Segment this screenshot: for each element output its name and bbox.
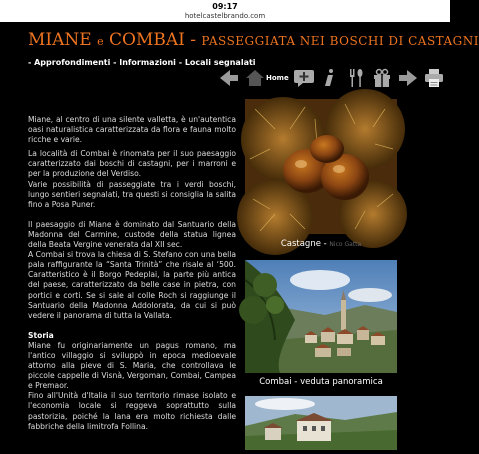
nav-link-informazioni[interactable]: Informazioni	[119, 58, 176, 67]
page	[0, 22, 479, 450]
photo-watermark: Nico Gatta	[329, 241, 362, 248]
status-time: 09:17	[212, 2, 238, 11]
combai-panorama-photo	[245, 260, 397, 373]
page-subtitle: PASSEGGIATA NEI BOSCHI DI CASTAGNI	[201, 34, 479, 48]
paragraph: Miane, al centro di una silente valletta, è un'autentica oasi naturalistica caratterizzata da flora e fauna molto ricche e varie.	[28, 115, 236, 145]
paragraph: Varie possibilità di passeggiate tra i verdi boschi, lungo sentieri segnalati, tra questi si consiglia la salita fino a Posa Puner.	[28, 179, 236, 209]
info-icon[interactable]	[319, 67, 341, 89]
browser-status-bar	[0, 0, 450, 22]
page-title	[28, 30, 479, 50]
paragraph: Fino all'Unità d'Italia il suo territorio rimase isolato e l'economia locale si reggeva soprattutto sulla pastorizia, poiché la lana era molto richiesta dalle fabbriche della limitrofa Follina.	[28, 391, 236, 431]
title-miane: MIANE	[28, 30, 92, 50]
hillside-villa-photo	[245, 396, 397, 450]
paragraph: Il paesaggio di Miane è dominato dal Santuario della Madonna del Carmine, custode della statua lignea della Beata Vergine venerata dal XII sec.	[28, 219, 236, 250]
photo-caption	[245, 239, 397, 249]
title-connector: e	[97, 35, 104, 48]
comment-icon[interactable]	[293, 67, 315, 89]
home-icon[interactable]	[244, 67, 266, 89]
nav-link-approfondimenti[interactable]: Approfondimenti	[34, 58, 111, 67]
paragraph: Miane fu originariamente un pagus romano, ma l'antico villaggio si sviluppò in epoca medioevale attorno alla pieve di S. Maria, che controllava le piccole cappelle di Visnà, Vergoman, Combai, Campea e Premaor.	[28, 340, 236, 391]
forward-arrow-icon[interactable]	[397, 67, 419, 89]
restaurant-icon[interactable]	[345, 67, 367, 89]
chestnut-photo	[245, 99, 397, 234]
gift-icon[interactable]	[371, 67, 393, 89]
nav-separator: -	[110, 58, 120, 67]
home-label[interactable]: Home	[266, 74, 289, 82]
printer-icon[interactable]	[423, 67, 445, 89]
caption-text: Castagne -	[280, 239, 327, 249]
nav-separator: -	[175, 58, 185, 67]
article-text	[28, 115, 236, 436]
title-dash: -	[190, 30, 197, 50]
paragraph: La località di Combai è rinomata per il suo paesaggio caratterizzato dai boschi di castagni, per i marroni e per la produzione del Verdiso.	[28, 149, 236, 179]
nav-prefix: -	[28, 58, 35, 67]
section-heading: Storia	[28, 330, 54, 340]
back-arrow-icon[interactable]	[218, 67, 240, 89]
photo-caption: Combai - veduta panoramica	[259, 377, 383, 387]
address-url[interactable]: hotelcastelbrando.com	[184, 12, 266, 20]
nav-link-locali-segnalati[interactable]: Locali segnalati	[184, 58, 256, 67]
paragraph: A Combai si trova la chiesa di S. Stefano con una bella pala raffigurante la “Santa Trinità” che risale al ‘500. Caratteristico è il Borgo Pedeplai, la parte più antica del paese, caratterizzato da belle case in pietra, con portici e corti. Se si sale al colle Roch si raggiunge il Santuario della Madonna Addolorata, da cui si può vedere il panorama di tutta la Vallata.	[28, 250, 236, 320]
title-combai: COMBAI	[109, 30, 185, 50]
toolbar	[218, 66, 445, 90]
